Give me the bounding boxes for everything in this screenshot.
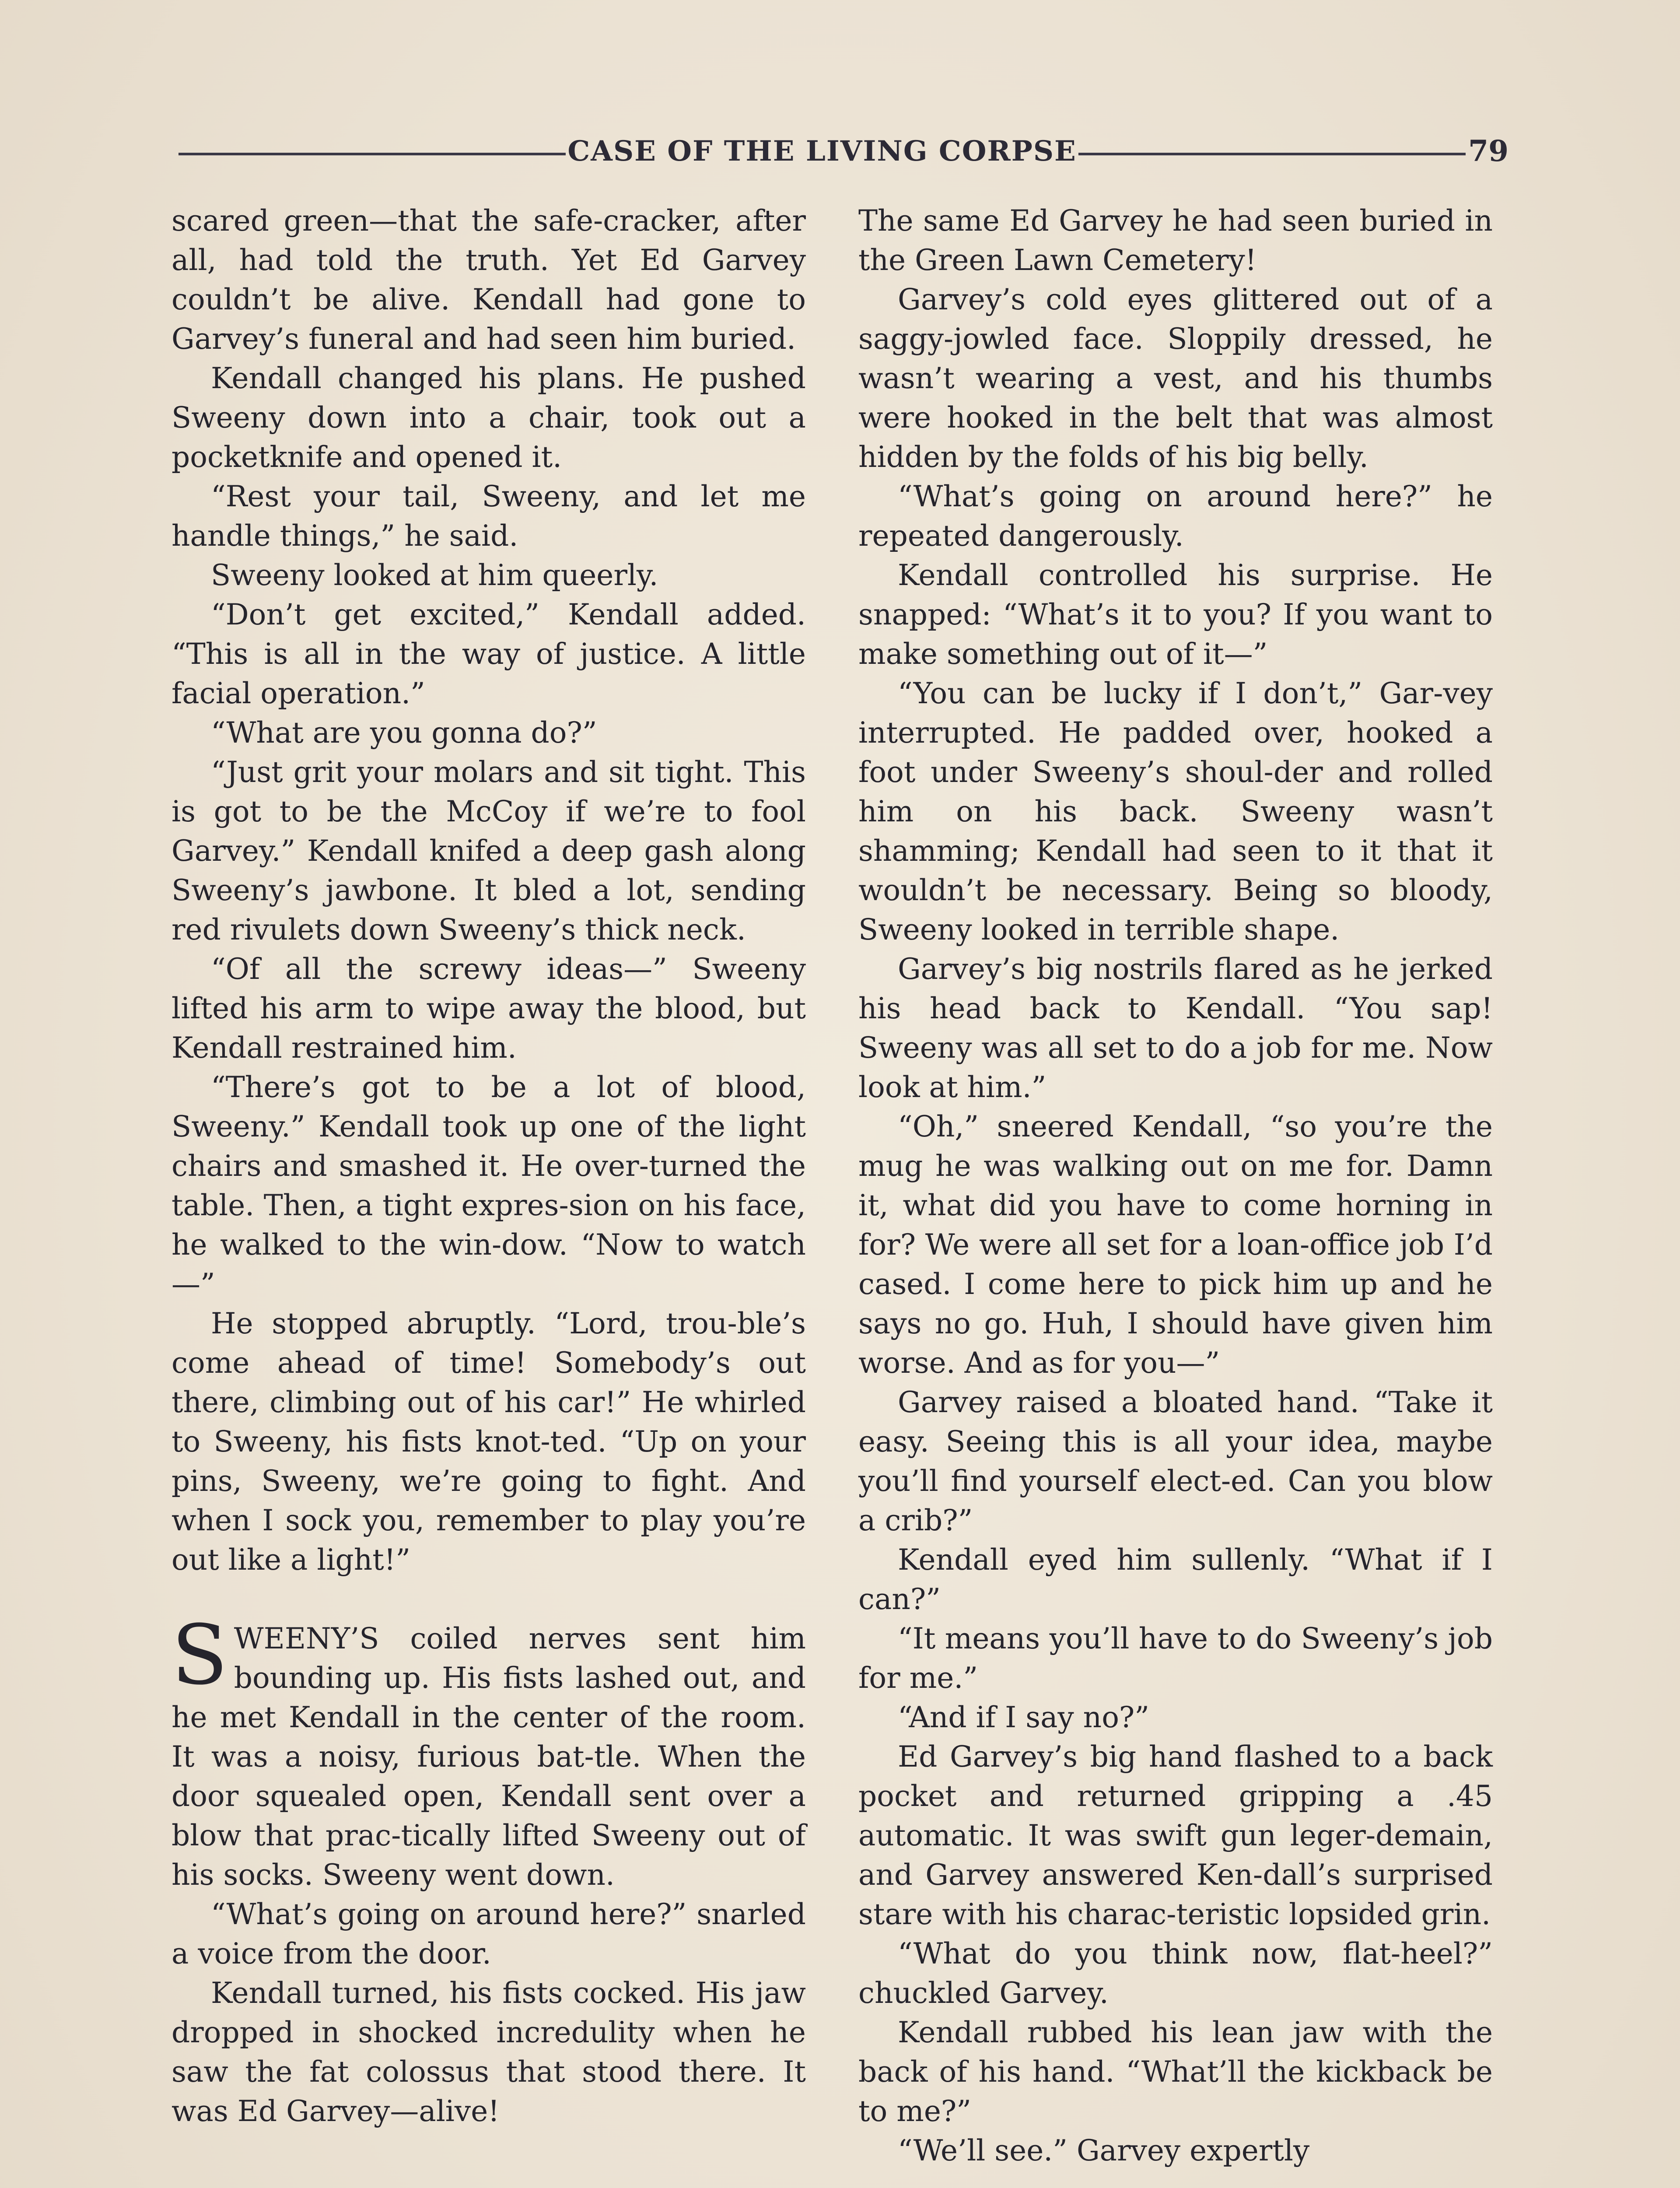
paragraph: Kendall rubbed his lean jaw with the back of his hand. “What’ll the kickback be to me?” [858, 2016, 1493, 2128]
paragraph: He stopped abruptly. “Lord, trou-ble’s come ahead of time! Somebody’s out there, climbing out of his car!” He whirled to Sweeny, his fists knot-ted. “Up on your pins, Sweeny, we’re going to fight. And when I sock you, remember to play you’re out like a light!” [172, 1307, 806, 1577]
paragraph: The same Ed Garvey he had seen buried in the Green Lawn Cemetery! [858, 204, 1493, 277]
paragraph: Garvey’s big nostrils flared as he jerked his head back to Kendall. “You sap! Sweeny was all set to do a job for me. Now look at him.” [858, 952, 1493, 1104]
header-rule-right [1078, 153, 1466, 155]
drop-cap: S [172, 1607, 228, 1703]
paragraph: Garvey’s cold eyes glittered out of a saggy-jowled face. Sloppily dressed, he wasn’t wearing a vest, and his thumbs were hooked in the belt that was almost hidden by the folds of his big belly. [858, 283, 1493, 474]
paragraph: “What do you think now, flat-heel?” chuckled Garvey. [858, 1937, 1493, 2010]
header-rule-left [178, 153, 566, 155]
running-head [178, 127, 1508, 175]
paragraph: “What’s going on around here?” he repeated dangerously. [858, 480, 1493, 553]
section-start-paragraph [172, 1607, 806, 1895]
paragraph: “Oh,” sneered Kendall, “so you’re the mug he was walking out on me for. Damn it, what did you have to come horning in for? We were all set for a loan-office job I’d cased. I come here to pick him up and he says no go. Huh, I should have given him worse. And as for you—” [858, 1110, 1493, 1380]
paragraph: “It means you’ll have to do Sweeny’s job for me.” [858, 1622, 1493, 1695]
paragraph: “And if I say no?” [898, 1701, 1150, 1734]
page-number: 79 [1468, 134, 1509, 168]
paragraph: scared green—that the safe-cracker, after all, had told the truth. Yet Ed Garvey couldn’t be alive. Kendall had gone to Garvey’s funeral and had seen him buried. [172, 204, 806, 356]
first-word-rest: WEENY’S [234, 1622, 379, 1655]
paragraph: Kendall turned, his fists cocked. His jaw dropped in shocked incredulity when he saw the fat colossus that stood there. It was Ed Garvey—alive! [172, 1976, 806, 2128]
paragraph: Garvey raised a bloated hand. “Take it easy. Seeing this is all your idea, maybe you’ll find yourself elect-ed. Can you blow a crib?” [858, 1385, 1493, 1537]
paragraph: “Just grit your molars and sit tight. This is got to be the McCoy if we’re to fool Garvey.” Kendall knifed a deep gash along Sweeny’s jawbone. It bled a lot, sending red rivulets down Sweeny’s thick neck. [172, 755, 806, 947]
left-column [172, 201, 806, 2131]
paragraph: Ed Garvey’s big hand flashed to a back pocket and returned gripping a .45 automatic. It was swift gun leger-demain, and Garvey answered Ken-dall’s surprised stare with his charac-teristic lopsided grin. [858, 1740, 1493, 1931]
paragraph: Kendall changed his plans. He pushed Sweeny down into a chair, took out a pocketknife and opened it. [172, 361, 806, 474]
paragraph: Sweeny looked at him queerly. [211, 558, 658, 592]
paragraph: “Don’t get excited,” Kendall added. “This is all in the way of justice. A little facial operation.” [172, 598, 806, 710]
page-header-title: CASE OF THE LIVING CORPSE [567, 134, 1077, 168]
paragraph: “There’s got to be a lot of blood, Sweeny.” Kendall took up one of the light chairs and smashed it. He over-turned the table. Then, a tight expres-sion on his face, he walked to the win-dow. “Now to watch—” [172, 1070, 806, 1301]
paragraph: Kendall eyed him sullenly. “What if I can?” [858, 1543, 1493, 1616]
paragraph: “Rest your tail, Sweeny, and let me handle things,” he said. [172, 480, 806, 553]
paragraph: “You can be lucky if I don’t,” Gar-vey interrupted. He padded over, hooked a foot under Sweeny’s shoul-der and rolled him on his back. Sweeny wasn’t shamming; Kendall had seen to it that it wouldn’t be necessary. Being so bloody, Sweeny looked in terrible shape. [858, 677, 1493, 947]
paragraph: “What are you gonna do?” [211, 716, 597, 750]
right-column [858, 201, 1493, 2170]
paragraph: “We’ll see.” Garvey expertly [898, 2134, 1310, 2167]
paragraph: “Of all the screwy ideas—” Sweeny lifted his arm to wipe away the blood, but Kendall restrained him. [172, 952, 806, 1065]
paragraph: Kendall controlled his surprise. He snapped: “What’s it to you? If you want to make something out of it—” [858, 558, 1493, 671]
paragraph: “What’s going on around here?” snarled a voice from the door. [172, 1897, 806, 1971]
section-text: coiled nerves sent him bounding up. His fists lashed out, and he met Kendall in the center of the room. It was a noisy, furious bat-tle. When the door squealed open, Kendall sent over a blow that prac-tically lifted Sweeny out of his socks. Sweeny went down. [172, 1622, 806, 1892]
